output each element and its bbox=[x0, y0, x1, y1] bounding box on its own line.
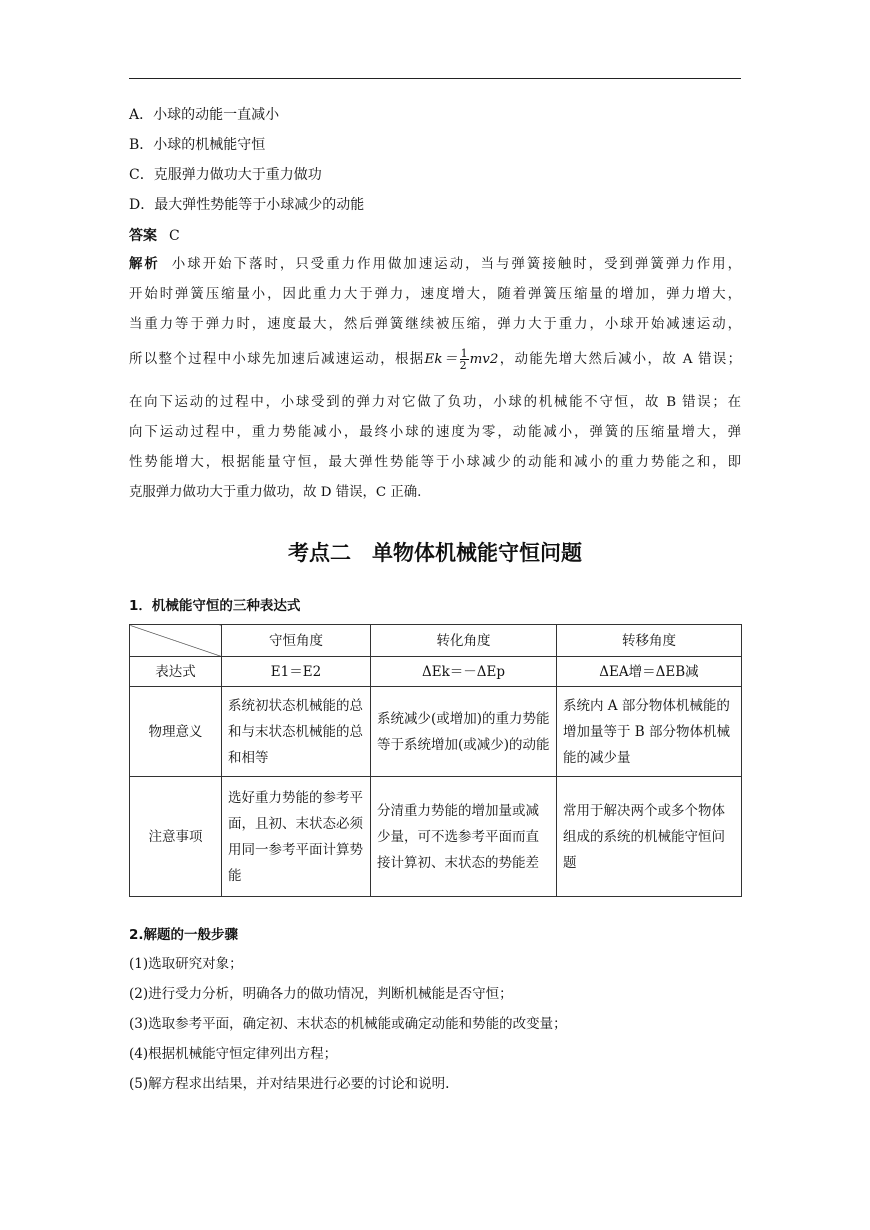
step-item: (4)根据机械能守恒定律列出方程； bbox=[129, 1046, 338, 1062]
step-item: (2)进行受力分析，明确各力的做功情况，判断机械能是否守恒； bbox=[129, 986, 513, 1002]
analysis-line-2: 开始时弹簧压缩量小，因此重力大于弹力，速度增大，随着弹簧压缩量的增加，弹力增大， bbox=[129, 287, 741, 302]
table-cell: 系统减少(或增加)的重力势能等于系统增加(或减少)的动能 bbox=[371, 687, 557, 777]
table-row bbox=[130, 777, 742, 897]
table-row-label: 注意事项 bbox=[130, 777, 222, 897]
analysis-line-6: 向下运动过程中，重力势能减小，最终小球的速度为零，动能减小，弹簧的压缩量增大，弹 bbox=[129, 425, 741, 440]
step-item: (1)选取研究对象； bbox=[129, 956, 243, 972]
table-cell: ΔEA增＝ΔEB减 bbox=[557, 657, 742, 687]
option-b: B．小球的机械能守恒 bbox=[129, 137, 266, 153]
table-cell: 系统初状态机械能的总和与末状态机械能的总和相等 bbox=[222, 687, 371, 777]
table-cell: 系统内 A 部分物体机械能的增加量等于 B 部分物体机械能的减少量 bbox=[557, 687, 742, 777]
analysis-text-1: 小球开始下落时，只受重力作用做加速运动，当与弹簧接触时，受到弹簧弹力作用， bbox=[171, 257, 741, 272]
option-d: D．最大弹性势能等于小球减少的动能 bbox=[129, 197, 365, 213]
table-row-label: 物理意义 bbox=[130, 687, 222, 777]
subheading-expressions: 1．机械能守恒的三种表达式 bbox=[129, 598, 301, 614]
formula-mv2: mv2 bbox=[469, 352, 499, 367]
analysis-line-8: 克服弹力做功大于重力做功，故 D 错误，C 正确. bbox=[129, 485, 422, 500]
table-cell: E1＝E2 bbox=[222, 657, 371, 687]
answer-line bbox=[129, 227, 180, 245]
analysis-line-4 bbox=[129, 348, 741, 371]
header-rule bbox=[129, 78, 741, 79]
table-header-cell: 转化角度 bbox=[371, 625, 557, 657]
fraction-num: 1 bbox=[460, 347, 468, 360]
option-a: A．小球的动能一直减小 bbox=[129, 107, 280, 123]
table-header-row bbox=[130, 625, 742, 657]
table-row bbox=[130, 687, 742, 777]
formula-ek: Ek＝ bbox=[424, 352, 459, 367]
subheading-steps: 2.解题的一般步骤 bbox=[129, 927, 239, 943]
fraction-den: 2 bbox=[459, 359, 467, 372]
table-row-label: 表达式 bbox=[130, 657, 222, 687]
analysis-line-7: 性势能增大，根据能量守恒，最大弹性势能等于小球减少的动能和减小的重力势能之和，即 bbox=[129, 455, 741, 470]
answer-label: 答案 bbox=[129, 228, 157, 244]
fraction-half bbox=[460, 348, 469, 371]
table-header-cell: 转移角度 bbox=[557, 625, 742, 657]
table-header-cell: 守恒角度 bbox=[222, 625, 371, 657]
analysis-line-1 bbox=[129, 256, 741, 274]
step-item: (5)解方程求出结果，并对结果进行必要的讨论和说明. bbox=[129, 1076, 450, 1092]
step-item: (3)选取参考平面，确定初、末状态的机械能或确定动能和势能的改变量； bbox=[129, 1016, 567, 1032]
analysis-text-4a: 所以整个过程中小球先加速后减速运动，根据 bbox=[129, 352, 425, 367]
answer-value: C bbox=[169, 228, 180, 244]
analysis-label: 解析 bbox=[129, 257, 160, 272]
table-cell: 常用于解决两个或多个物体组成的系统的机械能守恒问题 bbox=[557, 777, 742, 897]
expression-table bbox=[129, 624, 742, 897]
table-cell: 分清重力势能的增加量或减少量，可不选参考平面而直接计算初、末状态的势能差 bbox=[371, 777, 557, 897]
table-cell: ΔEk＝－ΔEp bbox=[371, 657, 557, 687]
analysis-line-3: 当重力等于弹力时，速度最大，然后弹簧继续被压缩，弹力大于重力，小球开始减速运动， bbox=[129, 317, 741, 332]
analysis-text-4b: ，动能先增大然后减小，故 A 错误； bbox=[498, 352, 742, 367]
option-c: C．克服弹力做功大于重力做功 bbox=[129, 167, 322, 183]
analysis-line-5: 在向下运动的过程中，小球受到的弹力对它做了负功，小球的机械能不守恒，故 B 错误；在 bbox=[129, 395, 741, 410]
table-cell: 选好重力势能的参考平面，且初、末状态必须用同一参考平面计算势能 bbox=[222, 777, 371, 897]
table-row bbox=[130, 657, 742, 687]
table-corner-cell bbox=[130, 625, 222, 657]
section-title: 考点二 单物体机械能守恒问题 bbox=[288, 541, 582, 565]
